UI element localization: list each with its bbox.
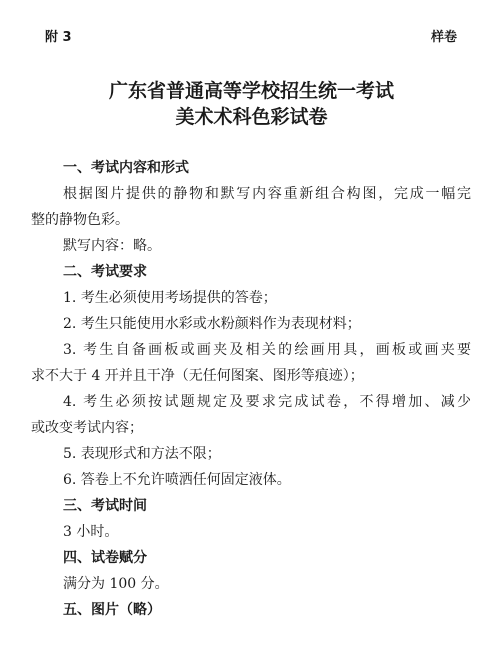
section-heading-content-format: 一、考试内容和形式 — [63, 160, 189, 176]
requirement-item-6: 6. 答卷上不允许喷洒任何固定液体。 — [63, 472, 291, 488]
requirement-item-4-line-1: 4. 考生必须按试题规定及要求完成试卷，不得增加、减少 — [63, 394, 471, 410]
requirement-item-4-line-2: 或改变考试内容； — [31, 420, 143, 436]
paragraph-content-line-1: 根据图片提供的静物和默写内容重新组合构图，完成一幅完 — [63, 186, 471, 202]
section-heading-images: 五、图片（略） — [63, 602, 161, 618]
exam-title: 广东省普通高等学校招生统一考试 — [108, 80, 394, 102]
section-heading-requirements: 二、考试要求 — [63, 264, 147, 280]
paragraph-dictation-note: 默写内容：略。 — [63, 238, 161, 254]
section-heading-exam-time: 三、考试时间 — [63, 498, 147, 514]
scoring-text: 满分为 100 分。 — [63, 576, 169, 592]
requirement-item-3-line-1: 3. 考生自备画板或画夹及相关的绘画用具，画板或画夹要 — [63, 342, 471, 358]
requirement-item-3-line-2: 求不大于 4 开并且干净（无任何图案、图形等痕迹）； — [31, 368, 364, 384]
exam-subtitle: 美术术科色彩试卷 — [175, 106, 328, 128]
requirement-item-1: 1. 考生必须使用考场提供的答卷； — [63, 290, 277, 306]
appendix-label: 附 3 — [45, 30, 72, 45]
sample-paper-label: 样卷 — [430, 30, 457, 45]
document-body — [31, 155, 471, 623]
section-heading-scoring: 四、试卷赋分 — [63, 550, 147, 566]
exam-time-text: 3 小时。 — [63, 524, 119, 540]
requirement-item-2: 2. 考生只能使用水彩或水粉颜料作为表现材料； — [63, 316, 361, 332]
paragraph-content-line-2: 整的静物色彩。 — [31, 212, 129, 228]
requirement-item-5: 5. 表现形式和方法不限； — [63, 446, 221, 462]
